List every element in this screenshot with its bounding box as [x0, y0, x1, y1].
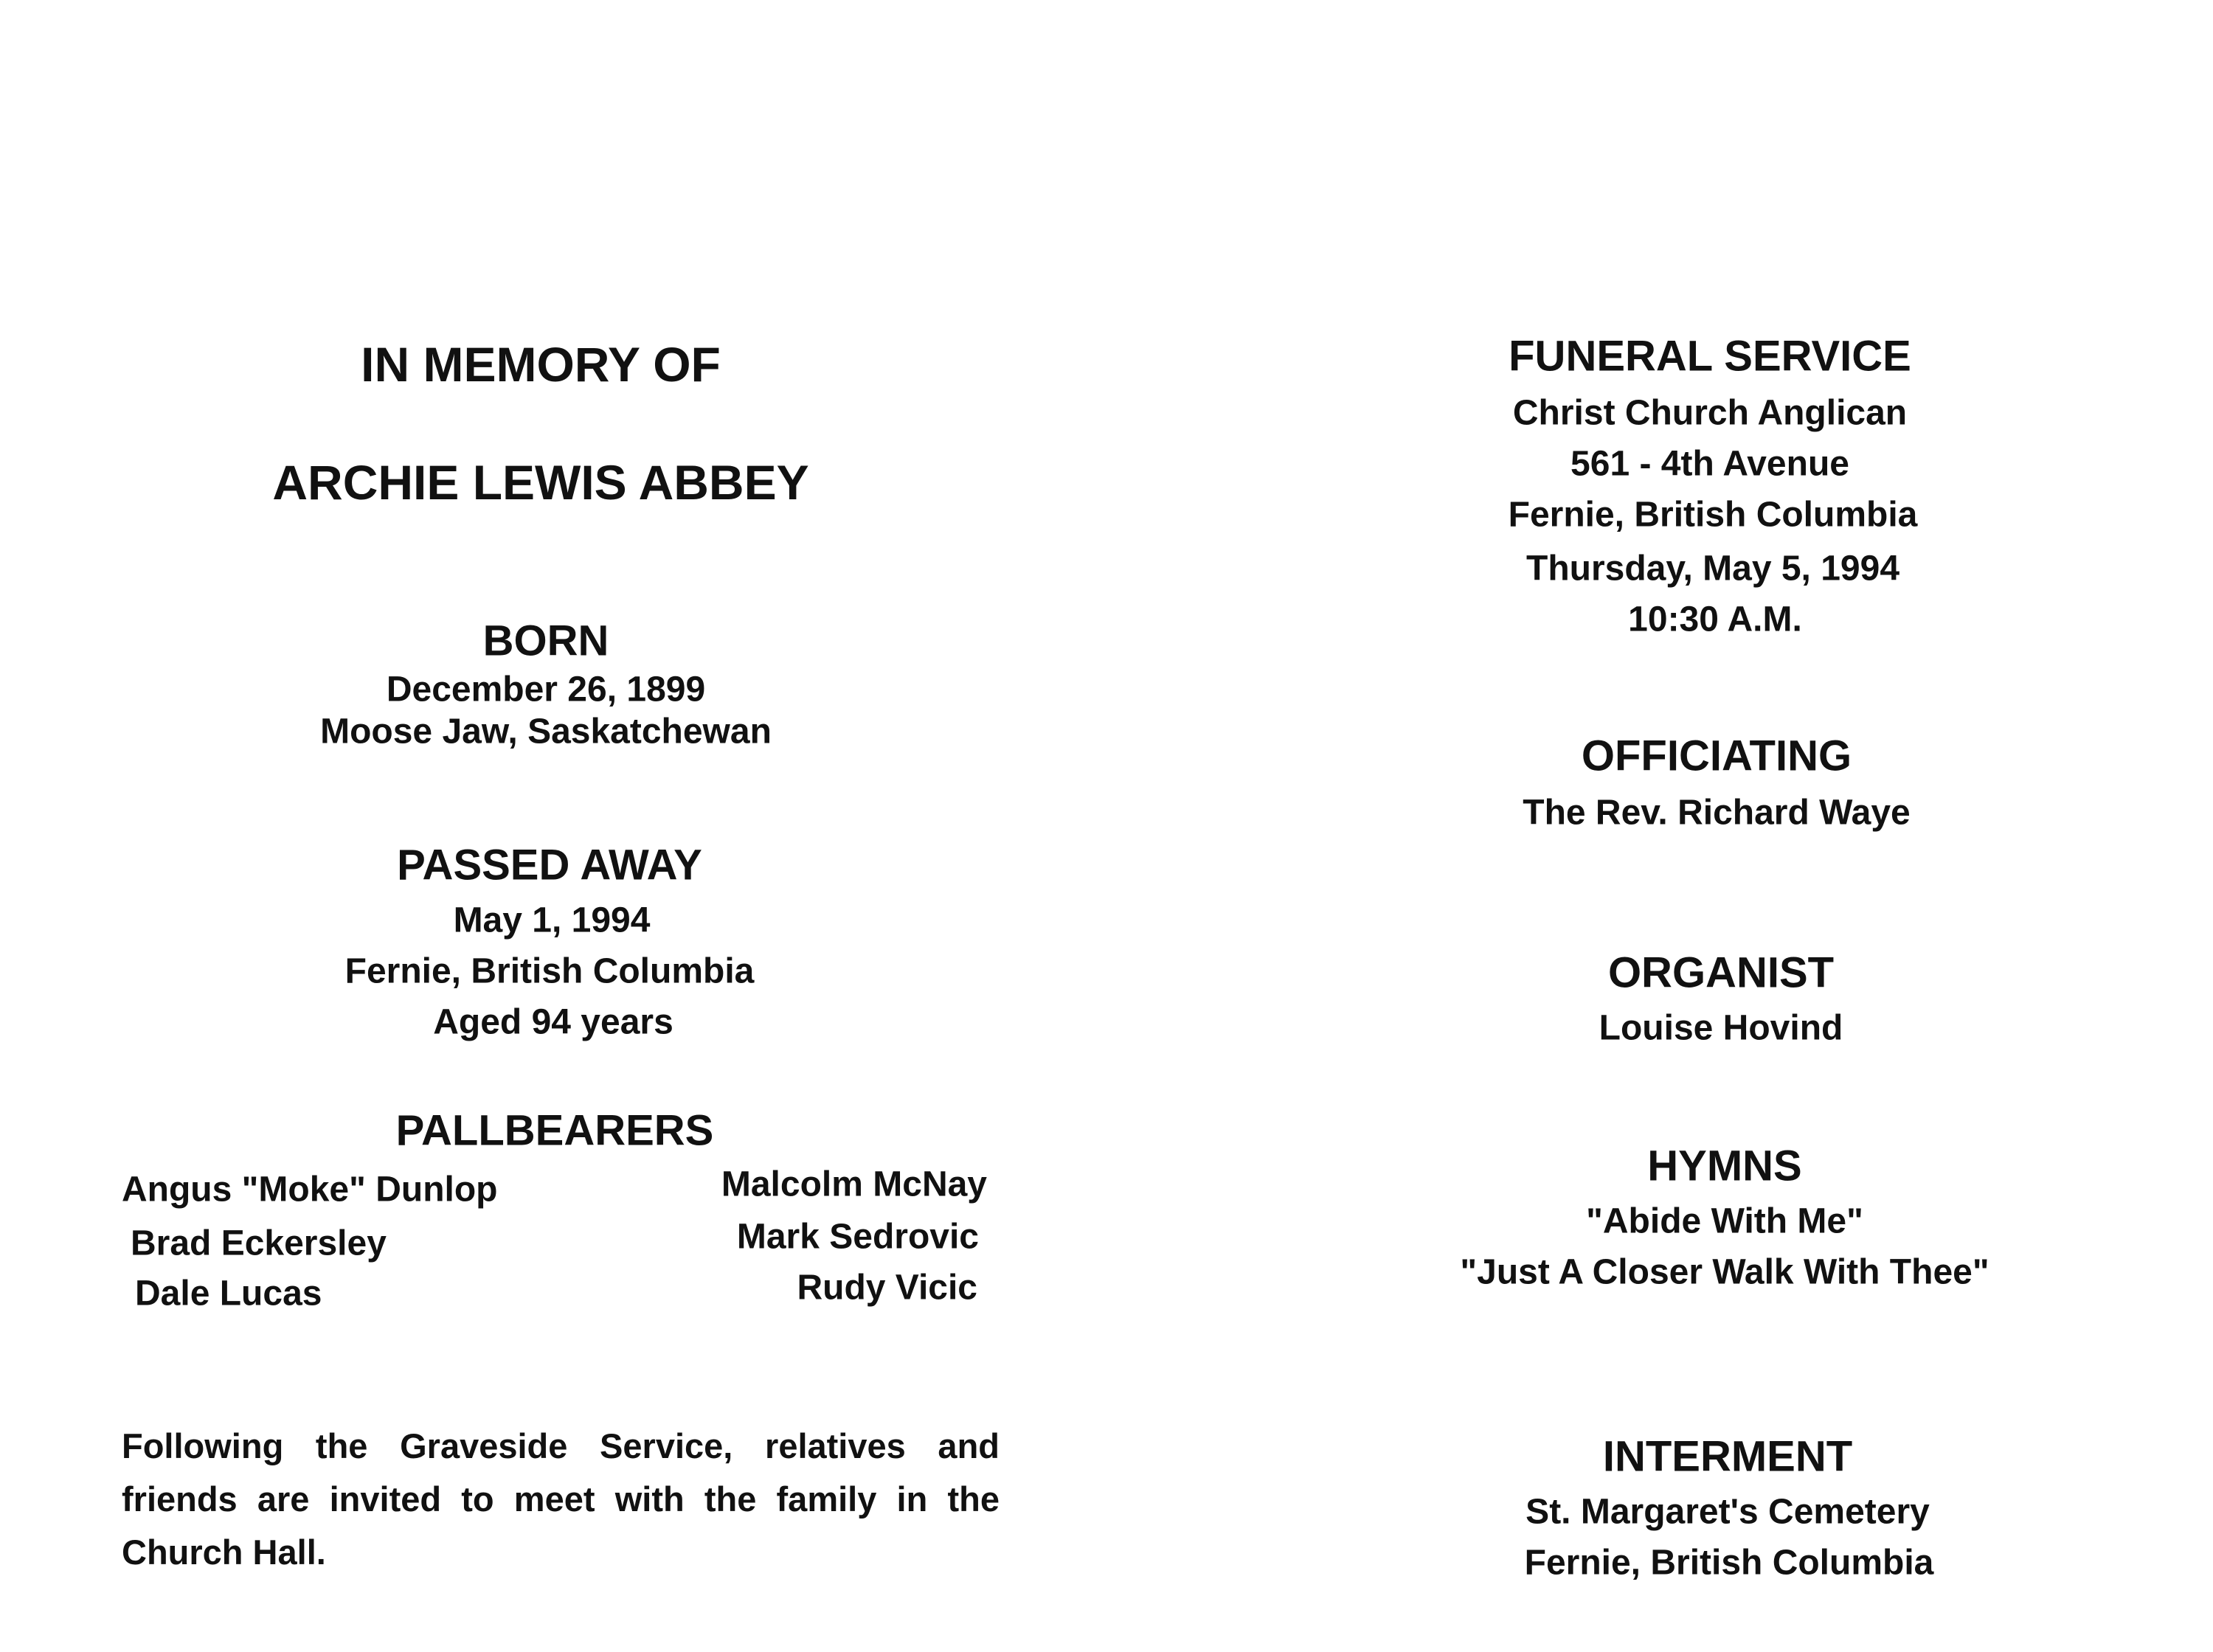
- organist-name: Louise Hovind: [1599, 1008, 1843, 1048]
- pallbearer-name: Rudy Vicic: [797, 1268, 977, 1308]
- pallbearers-title: PALLBEARERS: [395, 1106, 714, 1155]
- born-date: December 26, 1899: [386, 670, 706, 709]
- officiating-name: The Rev. Richard Waye: [1523, 793, 1911, 833]
- passed-date: May 1, 1994: [453, 900, 651, 940]
- hymn-item: "Abide With Me": [1586, 1201, 1863, 1241]
- pallbearer-name: Malcolm McNay: [721, 1165, 987, 1204]
- organist-title: ORGANIST: [1607, 948, 1835, 997]
- hymns-title: HYMNS: [1647, 1142, 1802, 1190]
- hymn-item: "Just A Closer Walk With Thee": [1460, 1252, 1989, 1292]
- passed-place: Fernie, British Columbia: [344, 951, 755, 991]
- pallbearer-name: Brad Eckersley: [131, 1224, 387, 1263]
- officiating-title: OFFICIATING: [1581, 732, 1852, 780]
- pallbearer-name: Dale Lucas: [135, 1274, 322, 1313]
- interment-city: Fernie, British Columbia: [1524, 1543, 1934, 1583]
- funeral-address: 561 - 4th Avenue: [1570, 444, 1849, 484]
- funeral-city: Fernie, British Columbia: [1508, 495, 1918, 535]
- passed-title: PASSED AWAY: [397, 841, 702, 889]
- born-place: Moose Jaw, Saskatchewan: [320, 712, 772, 752]
- funeral-title: FUNERAL SERVICE: [1509, 332, 1911, 381]
- funeral-time: 10:30 A.M.: [1628, 600, 1802, 639]
- pallbearer-name: Angus "Moke" Dunlop: [122, 1170, 498, 1210]
- memorial-heading: IN MEMORY OF: [361, 337, 721, 392]
- passed-age: Aged 94 years: [433, 1002, 673, 1042]
- funeral-date: Thursday, May 5, 1994: [1525, 549, 1900, 589]
- deceased-name: ARCHIE LEWIS ABBEY: [272, 455, 809, 510]
- pallbearer-name: Mark Sedrovic: [736, 1217, 979, 1257]
- interment-title: INTERMENT: [1602, 1432, 1853, 1481]
- funeral-church: Christ Church Anglican: [1512, 393, 1908, 433]
- interment-place: St. Margaret's Cemetery: [1525, 1492, 1930, 1532]
- born-title: BORN: [482, 617, 609, 665]
- reception-note: Following the Graveside Service, relatives and friends are invited to meet with the family in the Church Hall.: [122, 1426, 1000, 1572]
